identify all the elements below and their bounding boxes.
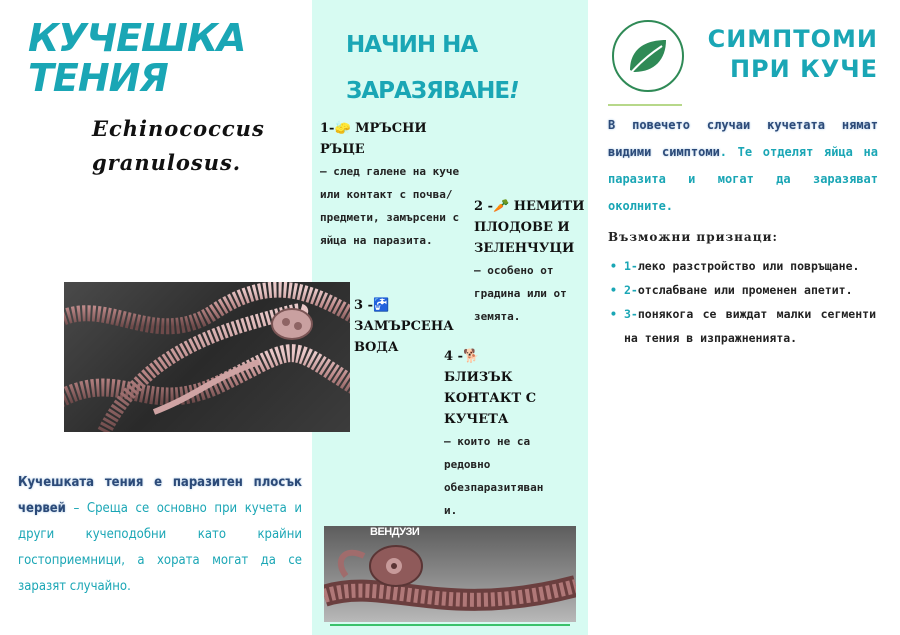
- sign-number: 2-: [624, 283, 638, 297]
- latin-line-2: granulosus.: [92, 150, 242, 175]
- signs-list: [608, 254, 876, 350]
- infection-title: [346, 22, 586, 114]
- sign-text: отслабване или променен апетит.: [637, 283, 853, 297]
- description-rest: – Среща се основно при кучета и други кучеподобни като крайни гостоприемници, а хората могат да се заразят случайно.: [18, 501, 302, 594]
- item-heading: БЛИЗЪК КОНТАКТ С КУЧЕТА: [444, 370, 537, 427]
- right-panel: [588, 0, 900, 635]
- tapeworm-description: [18, 470, 302, 600]
- item-heading: ЗАМЪРСЕНА ВОДА: [354, 319, 454, 355]
- tapeworm-photo: [64, 282, 350, 432]
- item-number: 1-: [320, 121, 335, 136]
- symptoms-title-line-2: ПРИ КУЧЕ: [729, 55, 878, 83]
- symptoms-title-line-1: СИМПТОМИ: [707, 25, 878, 53]
- infection-item-dog-contact: [444, 346, 562, 522]
- leaf-icon: [612, 20, 684, 92]
- middle-panel: [312, 0, 588, 635]
- item-number: 3 -: [354, 298, 373, 313]
- list-item: [608, 254, 876, 278]
- infection-title-line-2: ЗАРАЗЯВАНЕ: [346, 78, 510, 104]
- latin-name: [92, 112, 292, 180]
- infection-item-contaminated-water: [354, 295, 454, 358]
- title-line-1: КУЧЕШКА: [28, 16, 246, 60]
- tapeworm-illustration: [64, 282, 350, 432]
- section-divider: [608, 104, 682, 106]
- sponge-icon: 🧽: [334, 121, 351, 136]
- bottom-divider: [330, 624, 570, 626]
- infection-item-unwashed-produce: [474, 196, 586, 328]
- sign-text: понякога се виждат малки сегменти на тения в изпражненията.: [624, 307, 876, 345]
- suckers-photo: [324, 526, 576, 622]
- possible-signs-heading: Възможни признаци:: [608, 230, 778, 244]
- item-heading: НЕМИТИ ПЛОДОВЕ И ЗЕЛЕНЧУЦИ: [474, 199, 585, 256]
- sign-text: леко разстройство или повръщане.: [637, 259, 860, 273]
- item-body: – които не са редовно обезпаразитяван и.: [444, 435, 544, 517]
- item-body: – след галене на куче или контакт с почва/предмети, замърсени с яйца на паразита.: [320, 165, 460, 247]
- intro-emphasis: В повечето случаи кучетата нямат видими симптоми: [608, 118, 878, 159]
- symptoms-intro: [608, 112, 878, 220]
- infection-title-line-1: НАЧИН НА: [346, 32, 478, 58]
- item-body: – особено от градина или от земята.: [474, 264, 567, 323]
- left-panel: [0, 0, 312, 635]
- dog-icon: 🐕: [462, 349, 480, 364]
- main-title: [28, 18, 298, 98]
- description-lead: Кучешката тения е паразитен плосък червей: [18, 475, 302, 516]
- scolex-illustration: [324, 526, 576, 622]
- water-tap-icon: 🚰: [372, 298, 390, 313]
- carrot-icon: 🥕: [492, 199, 510, 214]
- list-item: [608, 302, 876, 350]
- list-item: [608, 278, 876, 302]
- latin-line-1: Echinococcus: [92, 116, 265, 141]
- title-line-2: ТЕНИЯ: [28, 56, 168, 100]
- intro-rest: . Те отделят яйца на паразита и могат да заразяват околните.: [608, 145, 878, 213]
- suckers-label: ВЕНДУЗИ: [370, 526, 420, 538]
- item-number: 4 -: [444, 349, 463, 364]
- item-heading: МРЪСНИ РЪЦЕ: [320, 121, 427, 157]
- infection-item-dirty-hands: [320, 118, 470, 252]
- item-number: 2 -: [474, 199, 493, 214]
- infection-title-exclamation: !: [509, 78, 519, 104]
- sign-number: 3-: [624, 307, 638, 321]
- sign-number: 1-: [624, 259, 638, 273]
- symptoms-title: [698, 24, 878, 84]
